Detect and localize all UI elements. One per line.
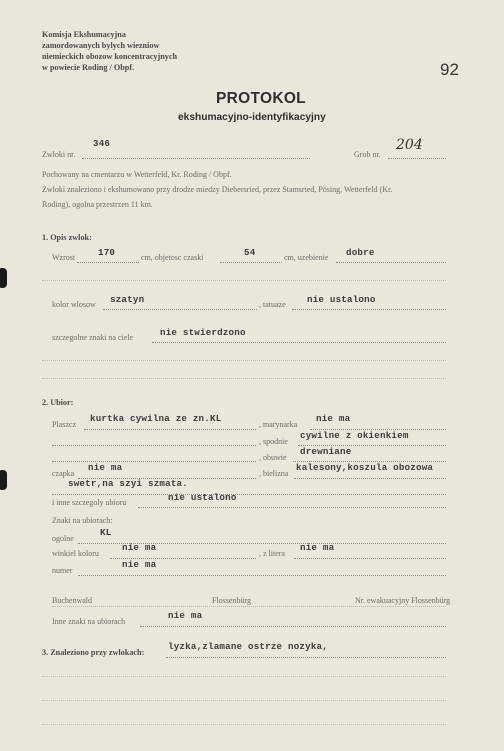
inne-znaki-label: Inne znaki na ubiorach xyxy=(52,617,126,626)
plaszcz-label: Plaszcz xyxy=(52,420,76,429)
zwloki-value: 346 xyxy=(93,138,111,149)
wzrost-value: 170 xyxy=(98,247,116,258)
litera-value: nie ma xyxy=(300,542,335,553)
burial-line-1: Pochowany na cmentarzu w Wetterfeld, Kr. Roding / Obpf. xyxy=(42,170,232,179)
uzebienie-value: dobre xyxy=(346,247,375,258)
inne-value: nie ustalono xyxy=(168,492,237,503)
burial-line-2: Zwloki znaleziono i ekshumowano przy drodze miedzy Diebersried, przez Stamsried, Pösing, Wetterfeld (Kr. xyxy=(42,185,393,194)
wzrost-line xyxy=(77,262,139,263)
spodnie-value: cywilne z okienkiem xyxy=(300,430,409,441)
litera-line xyxy=(294,558,446,559)
org-line-3: niemieckich obozow koncentracyjnych xyxy=(42,52,178,61)
grob-label: Grob nr. xyxy=(354,150,381,159)
czaszka-value: 54 xyxy=(244,247,256,258)
inne-znaki-line xyxy=(140,626,446,627)
page-number: 92 xyxy=(440,60,459,79)
inne-label: i inne szczegoly ubioru xyxy=(52,498,127,507)
kolor-line xyxy=(103,309,257,310)
kolor-value: szatyn xyxy=(110,294,145,305)
inne-line xyxy=(138,507,446,508)
burial-line-3: Roding), ogolna przestrzen 11 km. xyxy=(42,200,153,209)
cm2-label: cm, uzebienie xyxy=(284,253,329,262)
section-3-heading: 3. Znaleziono przy zwlokach: xyxy=(42,648,145,657)
spodnie-left-line xyxy=(52,445,256,446)
grob-line xyxy=(388,158,446,159)
znaki-label: szczegolne znaki na ciele xyxy=(52,333,134,342)
ruled-line xyxy=(42,700,446,701)
plaszcz-line xyxy=(84,429,256,430)
obuwie-value: drewniane xyxy=(300,446,352,457)
punch-hole-top xyxy=(0,268,7,288)
zwloki-line xyxy=(82,158,310,159)
ogolne-value: KL xyxy=(100,527,112,538)
marynarka-value: nie ma xyxy=(316,413,351,424)
czapka-value: nie ma xyxy=(88,462,123,473)
section-3-line xyxy=(166,657,446,658)
czaszka-line xyxy=(220,262,282,263)
extra-clothing-value: swetr,na szyi szmata. xyxy=(68,478,188,489)
marynarka-label: , marynarka xyxy=(259,420,298,429)
znaki-line xyxy=(152,342,446,343)
ruled-line xyxy=(52,606,446,607)
org-line-2: zamordowanych bylych wiezniow xyxy=(42,41,160,50)
tatuaze-line xyxy=(292,309,446,310)
uzebienie-line xyxy=(336,262,446,263)
tatuaze-value: nie ustalono xyxy=(307,294,376,305)
cm1-label: cm, objetosc czaski xyxy=(141,253,204,262)
ruled-line xyxy=(42,360,446,361)
plaszcz-value: kurtka cywilna ze zn.KL xyxy=(90,413,222,424)
tatuaze-label: , tatuaze xyxy=(259,300,286,309)
bielizna-line xyxy=(294,478,446,479)
bielizna-label: , bielizna xyxy=(259,469,289,478)
numer-line xyxy=(78,575,446,576)
winkiel-value: nie ma xyxy=(122,542,157,553)
evacuation-number-label: Nr. ewakuacyjny Flossenbürg xyxy=(355,596,451,605)
grob-value: 204 xyxy=(396,137,423,153)
ruled-line xyxy=(42,676,446,677)
org-line-4: w powiecie Roding / Obpf. xyxy=(42,63,135,72)
czapka-label: czapka xyxy=(52,469,75,478)
winkiel-label: winkiel koloru xyxy=(52,549,99,558)
camp-flossenburg: Flossenbürg xyxy=(212,596,251,605)
obuwie-label: , obuwie xyxy=(259,453,287,462)
numer-value: nie ma xyxy=(122,559,157,570)
ogolne-label: ogolne xyxy=(52,534,74,543)
litera-label: , z litera xyxy=(259,549,285,558)
znaki-value: nie stwierdzono xyxy=(160,327,246,338)
page-subtitle: ekshumacyjno-identyfikacyjny xyxy=(178,112,326,123)
numer-label: numer xyxy=(52,566,73,575)
zwloki-label: Zwloki nr. xyxy=(42,150,76,159)
camp-buchenwald: Buchenwald xyxy=(52,596,92,605)
extra-clothing-line xyxy=(52,494,446,495)
obuwie-left-line xyxy=(52,461,256,462)
ruled-line xyxy=(42,724,446,725)
page-title: PROTOKOL xyxy=(216,90,306,107)
section-1-heading: 1. Opis zwlok: xyxy=(42,233,92,242)
spodnie-label: , spodnie xyxy=(259,437,288,446)
org-line-1: Komisja Ekshumacyjna xyxy=(42,30,126,39)
section-3-value: lyzka,zlamane ostrze nozyka, xyxy=(168,641,328,652)
znaki-ubior-label: Znaki na ubiorach: xyxy=(52,516,113,525)
inne-znaki-value: nie ma xyxy=(168,610,203,621)
bielizna-value: kalesony,koszula obozowa xyxy=(296,462,434,473)
ruled-line xyxy=(42,280,446,281)
punch-hole-bottom xyxy=(0,470,7,490)
ruled-line xyxy=(42,378,446,379)
wzrost-label: Wzrost xyxy=(52,253,76,262)
section-2-heading: 2. Ubior: xyxy=(42,398,74,407)
kolor-label: kolor wlosow xyxy=(52,300,96,309)
